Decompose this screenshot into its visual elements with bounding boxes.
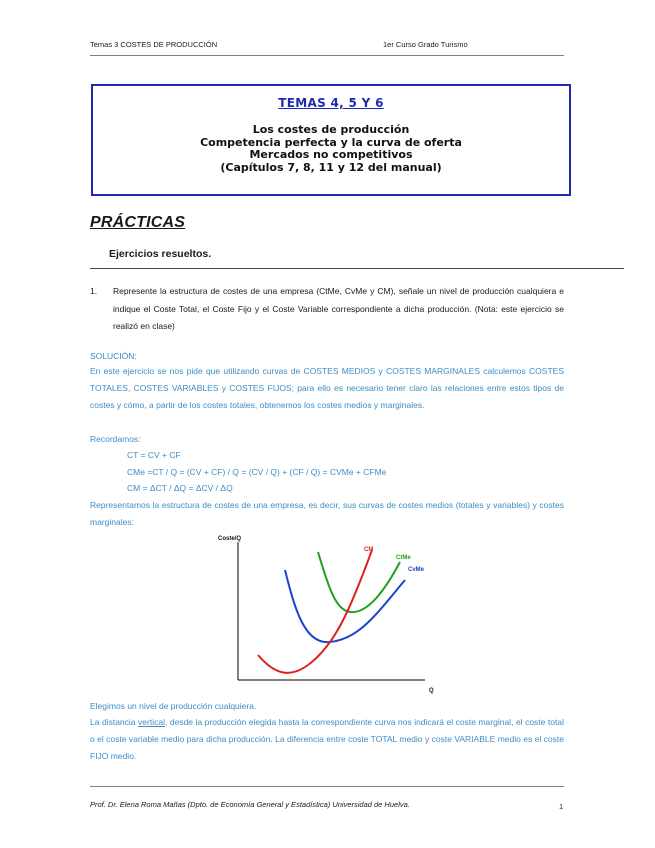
solution-recall: Recordamos: [90, 434, 141, 444]
footer-text: Prof. Dr. Elena Roma Mañas (Dpto. de Economía General y Estadística) Universidad de Huelva. [90, 800, 410, 809]
chart-xlabel: Q [429, 688, 434, 694]
title-line-3: Mercados no competitivos [249, 148, 413, 161]
equation-3: CM = ΔCT / ΔQ = ΔCV / ΔQ [127, 483, 233, 493]
section-subheading: Ejercicios resueltos. [109, 248, 212, 260]
equation-1: CT = CV + CF [127, 450, 181, 460]
header-left: Temas 3 COSTES DE PRODUCCIÓN [90, 40, 218, 49]
distance-pre: La distancia [90, 717, 139, 727]
distance-post: , desde la producción elegida hasta la correspondiente curva nos indicará el coste marginal, el coste total o el coste variable medio para dicha producción. La diferencia entre coste TOTAL medio y coste VARIABLE medio es el coste FIJO medio. [90, 717, 564, 761]
section-divider [90, 268, 624, 269]
solution-represent: Representamos la estructura de costes de una empresa, es decir, sus curvas de costes medios (totales y variables) y costes marginales: [90, 500, 564, 527]
page-number: 1 [559, 802, 564, 811]
title-line-4: (Capítulos 7, 8, 11 y 12 del manual) [220, 160, 442, 174]
section-heading: PRÁCTICAS [90, 214, 186, 231]
question-number: 1. [90, 286, 98, 296]
cost-curves-chart [210, 530, 445, 695]
title-box-title: TEMAS 4, 5 Y 6 [278, 96, 384, 110]
title-line-2: Competencia perfecta y la curva de oferta [200, 135, 462, 149]
cvme-label: CvMe [408, 567, 425, 573]
title-box [91, 84, 571, 196]
solution-label: SOLUCIÓN: [90, 351, 137, 361]
solution-distance [90, 714, 564, 765]
question-text: Represente la estructura de costes de una empresa (CtMe, CvMe y CM), señale un nivel de producción cualquiera e indique el Coste Total, el Coste Fijo y el Coste Variable correspondiente a dicha producción. (Nota: este ejercicio se realizó en clase) [113, 286, 564, 331]
title-line-1: Los costes de producción [252, 123, 410, 136]
footer-divider [90, 786, 564, 787]
header-divider [90, 55, 564, 56]
solution-choose: Elegimos un nivel de producción cualquiera. [90, 701, 257, 711]
solution-intro: En este ejercicio se nos pide que utilizando curvas de COSTES MEDIOS y COSTES MARGINALES calculemos COSTES TOTALES, COSTES VARIABLES y COSTES FIJOS; para ello es necesario tener claro las relaciones entre estos tipos de costes y cómo, a partir de los costes totales, obtenemos los costes medios y marginales. [90, 366, 564, 410]
question-1 [90, 283, 564, 336]
chart-ylabel: Coste/Q [218, 536, 242, 542]
distance-vertical: vertical [138, 717, 165, 727]
header-right: 1er Curso Grado Turismo [383, 40, 468, 49]
equation-2: CMe =CT / Q = (CV + CF) / Q = (CV / Q) + (CF / Q) = CVMe + CFMe [127, 467, 387, 477]
cvme-curve [285, 570, 405, 642]
ctme-label: CtMe [396, 555, 411, 561]
cm-label: CM [364, 547, 374, 553]
